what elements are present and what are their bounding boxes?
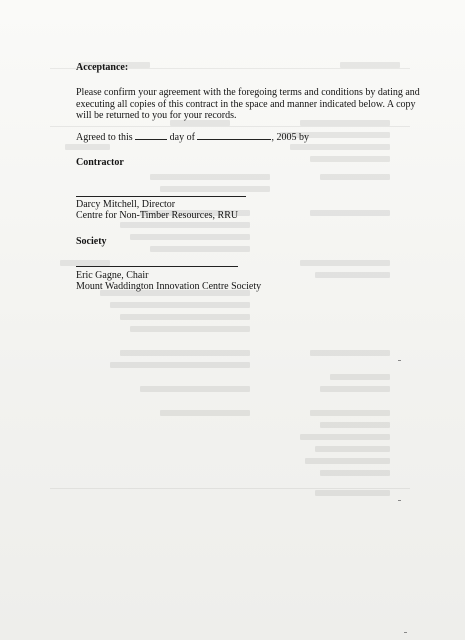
agreement-middle: day of xyxy=(169,132,195,143)
scan-mark xyxy=(398,360,401,361)
contractor-name-title: Darcy Mitchell, Director xyxy=(76,199,176,210)
day-blank-field[interactable] xyxy=(135,130,167,140)
contractor-signature-line[interactable] xyxy=(76,196,246,197)
month-blank-field[interactable] xyxy=(197,130,271,140)
agreement-prefix: Agreed to this xyxy=(76,132,133,143)
acceptance-paragraph-line-3: will be returned to you for your records. xyxy=(76,110,237,121)
agreement-date-line xyxy=(76,130,309,143)
society-signature-line[interactable] xyxy=(76,266,238,267)
acceptance-paragraph-line-2: executing all copies of this contract in the space and manner indicated below. A copy xyxy=(76,99,416,110)
society-organization: Mount Waddington Innovation Centre Society xyxy=(76,281,262,292)
acceptance-paragraph-line-1: Please confirm your agreement with the foregoing terms and conditions by dating and xyxy=(76,87,420,98)
scan-mark xyxy=(404,632,407,633)
acceptance-heading: Acceptance: xyxy=(76,62,129,73)
society-heading: Society xyxy=(76,236,107,247)
scan-mark xyxy=(398,500,401,501)
agreement-suffix: , 2005 by xyxy=(271,132,309,143)
society-name-title: Eric Gagne, Chair xyxy=(76,270,149,281)
contractor-organization: Centre for Non-Timber Resources, RRU xyxy=(76,210,239,221)
contractor-heading: Contractor xyxy=(76,157,124,168)
